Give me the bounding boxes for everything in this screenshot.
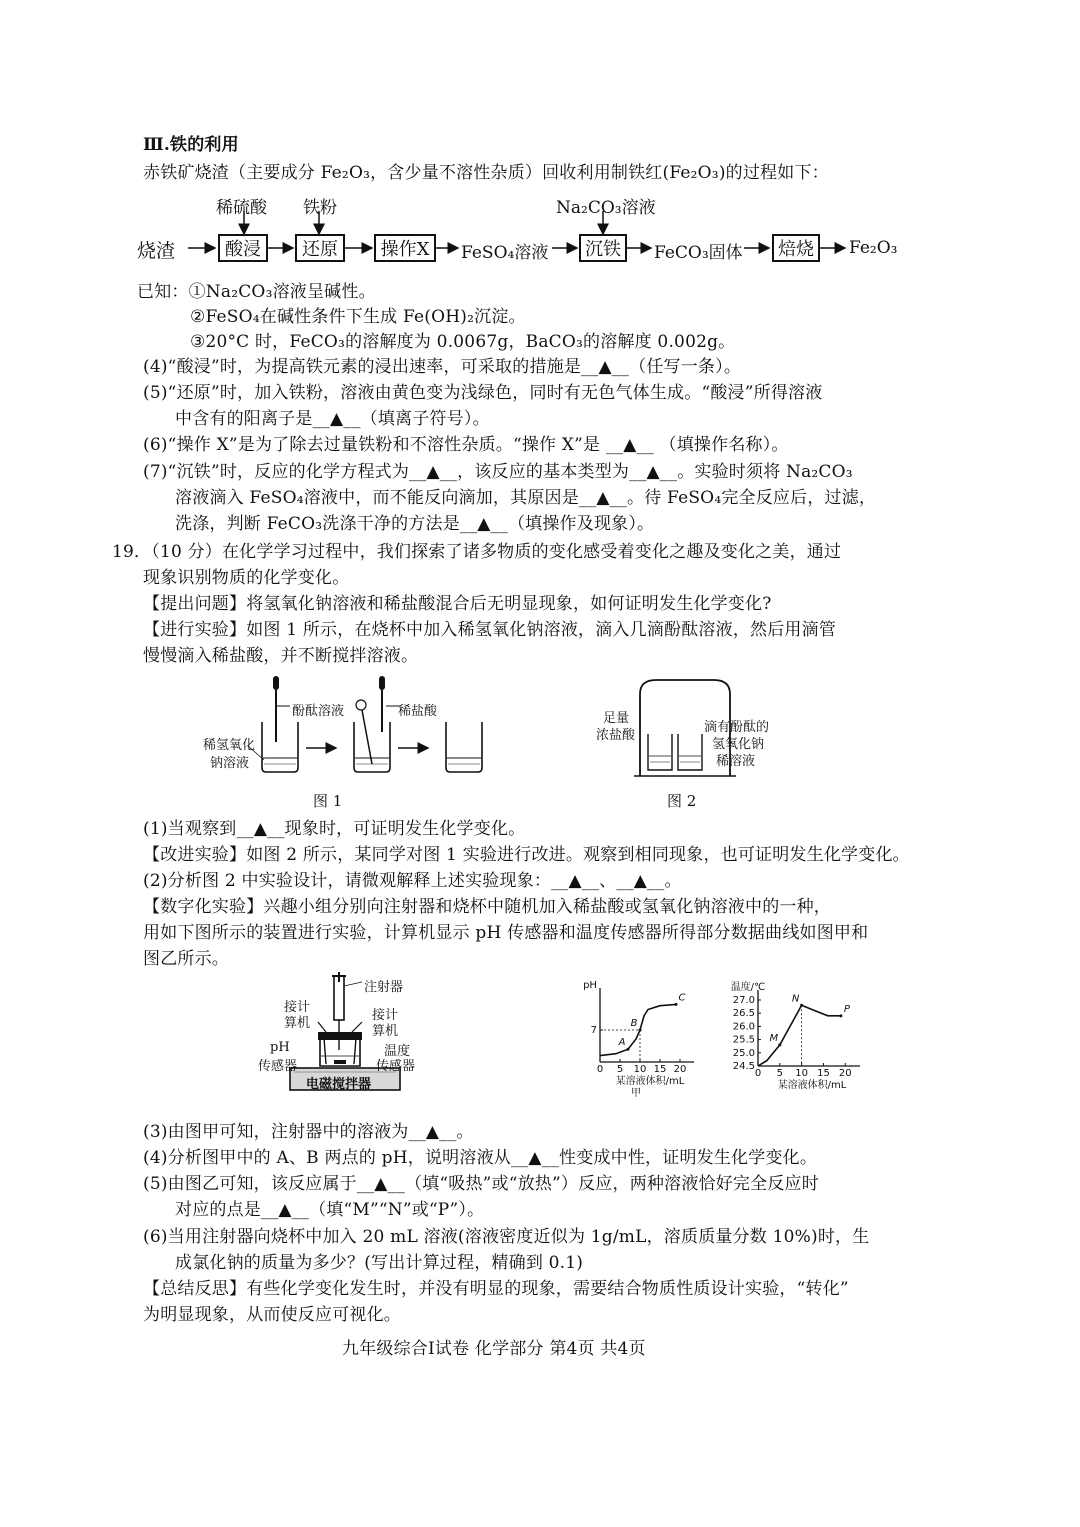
known-3: ③20°C 时，FeCO₃的溶解度为 0.0067g，BaCO₃的溶解度 0.002g。 [190,332,736,352]
y-axis-title: 温度/℃ [730,982,766,993]
data-point [627,1048,630,1051]
apparatus-label: pH [270,1040,290,1055]
point-label: C [678,992,686,1004]
figure-label: 氢氧化钠 [712,737,765,752]
data-point [675,1003,678,1006]
apparatus-label: 电磁搅拌器 [306,1077,372,1092]
apparatus-label: 接计 [372,1008,399,1023]
question-text: (2)分析图 2 中实验设计，请微观解释上述实验现象：__▲__、__▲__。 [143,871,682,891]
question-text: (6)“操作 X”是为了除去过量铁粉和不溶性杂质。“操作 X”是 __▲__ （填操作名称）。 [143,435,789,455]
y-tick-label: 25.5 [732,1034,755,1046]
question-text: (6)当用注射器向烧杯中加入 20 mL 溶液(溶液密度近似为 1g/mL，溶质质量分数 10%)时，生 [143,1227,870,1247]
x-tick-label: 15 [653,1064,667,1075]
chart-temperature [706,980,876,1100]
x-tick-label: 10 [633,1064,647,1075]
question-text: 【数字化实验】兴趣小组分别向注射器和烧杯中随机加入稀盐酸或氢氧化钠溶液中的一种， [143,897,831,917]
figure-caption: 图 1 [313,792,343,810]
y-tick-label: 26.5 [732,1008,755,1020]
point-label: P [843,1003,850,1015]
section-title: Ⅲ.铁的利用 [143,135,239,155]
x-tick-label: 10 [795,1068,809,1079]
intro-text: 赤铁矿烧渣（主要成分 Fe₂O₃，含少量不溶性杂质）回收利用制铁红(Fe₂O₃)的过程如下： [143,163,829,183]
y-tick-label: 27.0 [732,995,755,1006]
flow-start: 烧渣 [137,240,176,262]
question-text: 图乙所示。 [143,949,229,969]
question-text: (1)当观察到__▲__现象时，可证明发生化学变化。 [143,819,526,839]
question-text: (4)分析图甲中的 A、B 两点的 pH，说明溶液从__▲__性变成中性，证明发生化学变化。 [143,1148,818,1168]
question-text: 【改进实验】如图 2 所示，某同学对图 1 实验进行改进。观察到相同现象，也可证明发生化学变化。 [143,845,910,865]
x-tick-label: 5 [616,1064,624,1075]
apparatus-label: 注射器 [364,980,404,995]
data-point [839,1014,842,1017]
question-text: (4)“酸浸”时，为提高铁元素的浸出速率，可采取的措施是__▲__（任写一条）。 [143,357,742,377]
flow-step-box: 沉铁 [579,234,627,262]
flow-step-box: 焙烧 [772,234,820,262]
question-text: 【进行实验】如图 1 所示，在烧杯中加入稀氢氧化钠溶液，滴入几滴酚酞溶液，然后用滴管 [143,620,837,640]
question-text: 慢慢滴入稀盐酸，并不断搅拌溶液。 [143,646,419,666]
figure-label: 浓盐酸 [596,728,636,743]
figure-caption: 图 2 [667,792,697,810]
x-axis-title: 某溶液体积/mL [615,1076,685,1087]
question-text: 为明显现象，从而使反应可视化。 [143,1305,401,1325]
x-tick-label: 20 [838,1068,852,1079]
x-axis-title: 某溶液体积/mL [777,1080,847,1091]
x-tick-label: 0 [754,1068,762,1079]
flow-product: Fe₂O₃ [849,238,898,258]
y-tick-label: 7 [590,1025,597,1036]
point-label: A [618,1037,626,1049]
question-text: 19．（10 分）在化学学习过程中，我们探索了诸多物质的变化感受着变化之趣及变化之美，通过 [112,542,842,562]
apparatus-label: 接计 [284,1000,311,1015]
figure-label: 酚酞溶液 [292,704,345,719]
point-label: M [769,1032,779,1044]
point-label: N [791,993,800,1005]
question-text: 中含有的阳离子是__▲__（填离子符号）。 [175,409,490,429]
reagent-label: Na₂CO₃溶液 [556,198,656,218]
apparatus-label: 温度 [384,1044,411,1059]
chart-ph [570,980,720,1110]
y-tick-label: 26.0 [732,1021,755,1033]
flow-step-box: 操作X [374,234,436,262]
flow-intermediate: FeSO₄溶液 [461,243,549,263]
flow-step-box: 酸浸 [218,234,268,262]
apparatus-label: 传感器 [376,1059,416,1074]
y-tick-label: 24.5 [732,1061,755,1072]
flow-step-box: 还原 [295,234,345,262]
figure-label: 滴有酚酞的 [704,720,770,735]
apparatus-label: 传感器 [258,1059,298,1074]
y-axis-title: pH [583,980,597,991]
data-point [778,1043,781,1046]
figure-label: 足量 [603,711,630,726]
question-text: 溶液滴入 FeSO₄溶液中，而不能反向滴加，其原因是__▲__。待 FeSO₄完全反应后，过滤， [175,488,877,508]
reagent-label: 铁粉 [303,198,337,218]
reagent-label: 稀硫酸 [216,198,267,218]
figure-label: 稀溶液 [716,754,756,769]
x-tick-label: 0 [596,1064,604,1075]
figure-label: 钠溶液 [210,756,250,771]
chart-title: 甲 [631,1088,641,1099]
flow-intermediate: FeCO₃固体 [654,243,743,263]
x-tick-label: 15 [817,1068,830,1079]
point-label: B [630,1018,638,1029]
apparatus-label: 算机 [372,1024,399,1039]
question-text: 【提出问题】将氢氧化钠溶液和稀盐酸混合后无明显现象，如何证明发生化学变化? [143,594,772,614]
x-tick-label: 5 [776,1068,784,1079]
figure-label: 稀盐酸 [398,704,438,719]
question-text: (5)“还原”时，加入铁粉，溶液由黄色变为浅绿色，同时有无色气体生成。“酸浸”所得溶液 [143,383,823,403]
question-text: (3)由图甲可知，注射器中的溶液为__▲__。 [143,1122,474,1142]
page-footer: 九年级综合Ⅰ试卷 化学部分 第4页 共4页 [342,1339,646,1359]
question-text: 成氯化钠的质量为多少？(写出计算过程，精确到 0.1) [175,1253,584,1273]
known-1: 已知：①Na₂CO₃溶液呈碱性。 [137,282,376,302]
y-tick-label: 25.0 [732,1047,755,1059]
x-tick-label: 20 [673,1064,687,1075]
question-text: 洗涤，判断 FeCO₃洗涤干净的方法是__▲__（填操作及现象）。 [175,514,655,534]
question-text: 用如下图所示的装置进行实验，计算机显示 pH 传感器和温度传感器所得部分数据曲线如图甲和 [143,923,869,943]
question-text: 对应的点是__▲__（填“M”“N”或“P”）。 [175,1200,485,1220]
figure-label: 稀氢氧化 [203,738,256,753]
question-text: (5)由图乙可知，该反应属于__▲__（填“吸热”或“放热”）反应，两种溶液恰好完全反应时 [143,1174,819,1194]
question-text: (7)“沉铁”时，反应的化学方程式为__▲__，该反应的基本类型为__▲__。实验时须将 Na₂CO₃ [143,462,853,482]
known-2: ②FeSO₄在碱性条件下生成 Fe(OH)₂沉淀。 [190,307,526,327]
question-text: 【总结反思】有些化学变化发生时，并没有明显的现象，需要结合物质性质设计实验，“转化” [143,1279,849,1299]
apparatus-label: 算机 [284,1016,311,1031]
question-text: 现象识别物质的化学变化。 [143,568,350,588]
